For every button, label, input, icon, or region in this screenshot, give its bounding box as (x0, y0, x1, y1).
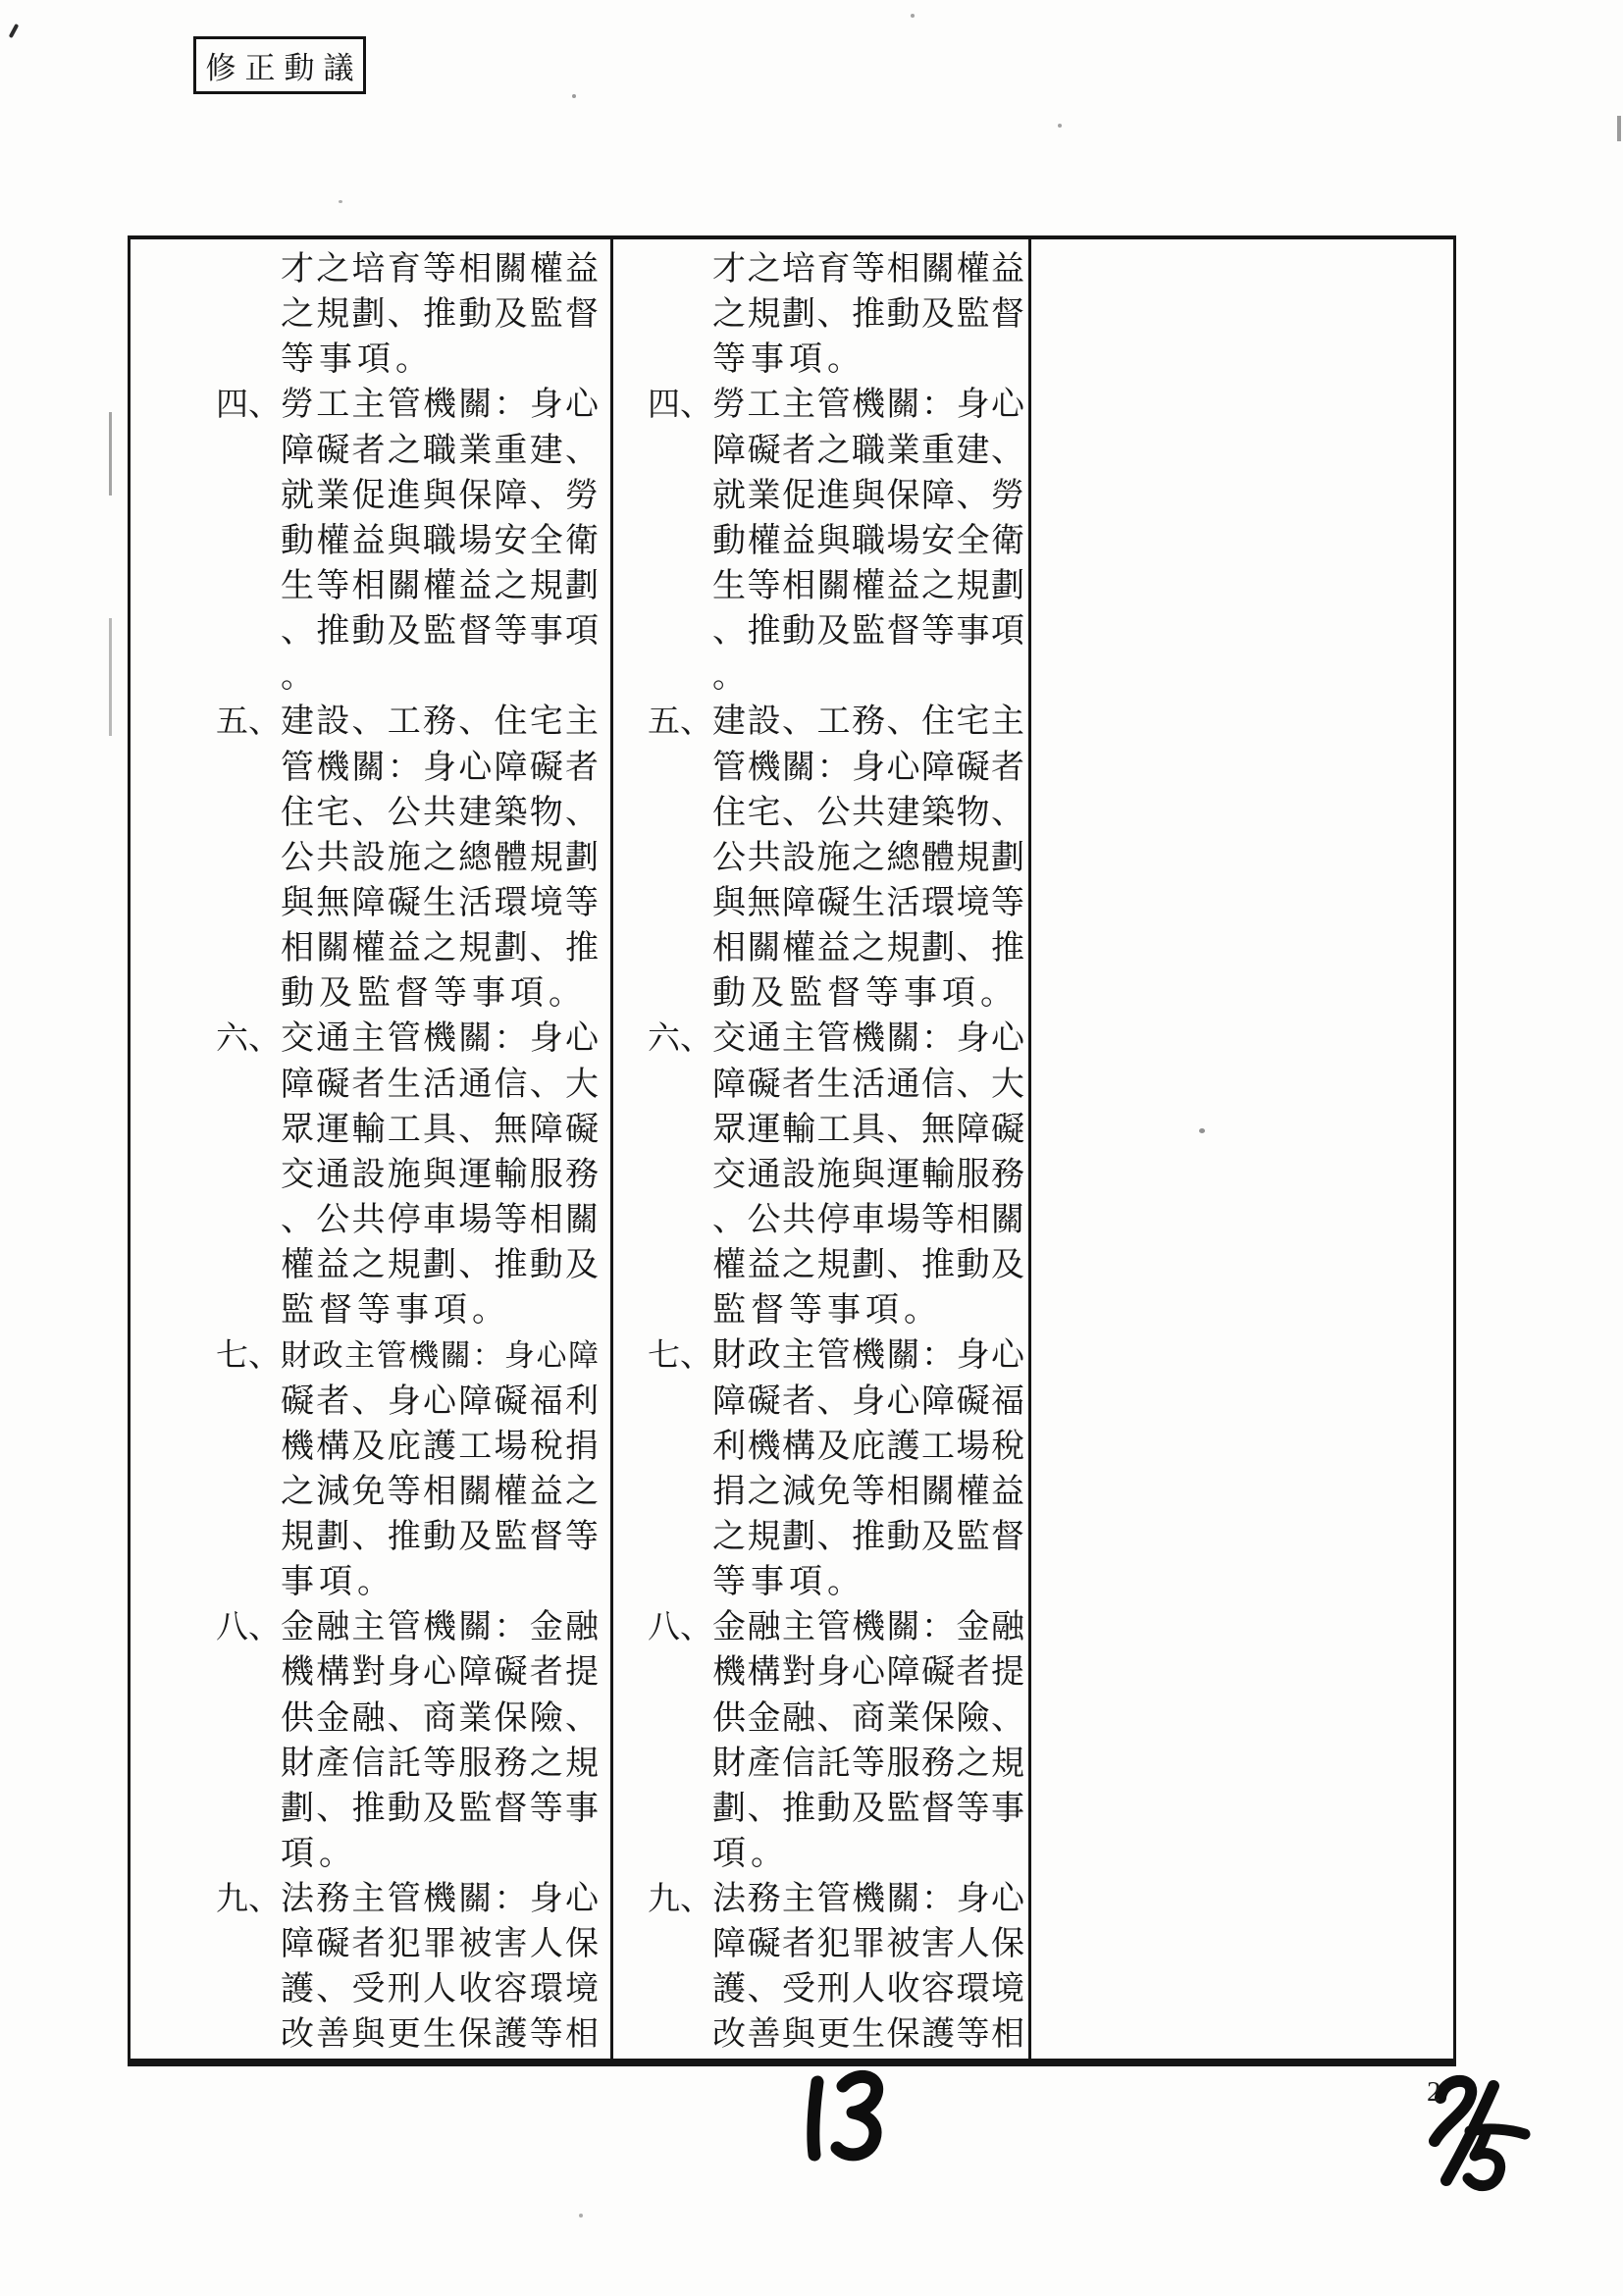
line-text: 項。 (712, 1835, 789, 1872)
text-line (648, 2012, 1028, 2058)
line-text: 、公共停車場等相關 (281, 1201, 599, 1238)
scan-speckle (572, 94, 576, 98)
text-line (648, 881, 1028, 926)
handwritten-13-strokes (780, 2062, 927, 2180)
stamp-label: 修正動議 (205, 51, 363, 85)
text-line (648, 1288, 1028, 1333)
text-line (648, 1243, 1028, 1288)
line-text: 障礙者犯罪被害人保 (712, 1926, 1024, 1963)
line-text: 金融主管機關：金融 (712, 1609, 1024, 1646)
text-line (648, 791, 1028, 836)
item-number: 八、 (648, 1610, 712, 1646)
text-line (216, 2012, 610, 2058)
text-line (648, 746, 1028, 791)
line-text: 監督等事項。 (281, 1292, 510, 1330)
text-line (648, 926, 1028, 971)
text-line (648, 1017, 1028, 1062)
line-text: 捐之減免等相關權益 (712, 1473, 1024, 1510)
text-line (648, 1560, 1028, 1605)
text-line (216, 1333, 610, 1379)
text-line (648, 1696, 1028, 1742)
text-line (648, 1605, 1028, 1650)
text-line (216, 247, 610, 292)
text-line (216, 926, 610, 971)
column-left-text (131, 239, 610, 2059)
handwritten-sheet-fraction (1395, 2059, 1557, 2201)
text-line (216, 1470, 610, 1515)
line-text: 機構對身心障礙者提 (281, 1654, 599, 1692)
scan-speckle (579, 2214, 583, 2218)
line-text: 與無障礙生活環境等 (281, 884, 599, 921)
line-text: 利機構及庇護工場稅 (712, 1428, 1024, 1465)
item-number: 四、 (216, 388, 281, 424)
table-column-left (131, 239, 613, 2059)
table-column-middle (613, 239, 1031, 2059)
text-line (216, 746, 610, 791)
text-line (648, 247, 1028, 292)
column-middle-text (613, 239, 1028, 2059)
text-line (216, 791, 610, 836)
text-line (648, 654, 1028, 700)
item-number: 八、 (216, 1610, 281, 1646)
text-line (648, 1742, 1028, 1787)
line-text: 動及監督等事項。 (281, 975, 587, 1013)
line-text: 公共設施之總體規劃 (281, 839, 599, 876)
text-line (216, 1288, 610, 1333)
line-text: 權益之規劃、推動及 (712, 1247, 1024, 1284)
line-text: 交通設施與運輸服務 (712, 1156, 1024, 1193)
text-line (648, 609, 1028, 654)
line-text: 障礙者生活通信、大 (281, 1066, 599, 1103)
text-line (216, 1063, 610, 1108)
amendment-motion-stamp (193, 36, 366, 94)
line-text: 生等相關權益之規劃 (712, 567, 1024, 604)
item-number: 六、 (216, 1021, 281, 1058)
text-line (216, 1108, 610, 1153)
line-text: 、推動及監督等事項 (712, 613, 1024, 651)
text-line (648, 429, 1028, 474)
text-line (648, 474, 1028, 519)
line-text: 財產信託等服務之規 (712, 1745, 1024, 1782)
scan-speckle (911, 14, 915, 18)
text-line (216, 1742, 610, 1787)
line-text: 生等相關權益之規劃 (281, 567, 599, 604)
column-right-text (1031, 239, 1453, 247)
item-number: 七、 (648, 1338, 712, 1375)
line-text: 建設、工務、住宅主 (281, 704, 599, 741)
line-text: 財產信託等服務之規 (281, 1745, 599, 1782)
text-line (648, 700, 1028, 745)
line-text: 法務主管機關：身心 (712, 1881, 1024, 1918)
line-text: 勞工主管機關：身心 (712, 387, 1024, 424)
line-text: 動權益與職場安全衛 (712, 522, 1024, 559)
text-line (216, 1017, 610, 1062)
line-text: 管機關：身心障礙者 (712, 749, 1024, 786)
line-text: 住宅、公共建築物、 (712, 794, 1024, 831)
text-line (648, 1515, 1028, 1560)
line-text: 與無障礙生活環境等 (712, 884, 1024, 921)
line-text: 財政主管機關：身心障 (281, 1338, 599, 1374)
text-line (648, 1063, 1028, 1108)
item-number: 五、 (648, 704, 712, 741)
line-text: 改善與更生保護等相 (712, 2016, 1024, 2054)
text-line (216, 1832, 610, 1877)
text-line (216, 881, 610, 926)
line-text: 才之培育等相關權益 (281, 251, 599, 287)
text-line (648, 1967, 1028, 2012)
line-text: 等事項。 (712, 341, 865, 379)
text-line (648, 836, 1028, 881)
line-text: 相關權益之規劃、推 (281, 930, 599, 967)
text-line (648, 1787, 1028, 1832)
line-text: 礙者、身心障礙福利 (281, 1383, 599, 1420)
line-text: 。 (281, 658, 319, 696)
line-text: 權益之規劃、推動及 (281, 1247, 599, 1284)
text-line (216, 1967, 610, 2012)
stray-pen-mark (9, 24, 20, 38)
text-line (216, 609, 610, 654)
text-line (216, 1787, 610, 1832)
text-line (648, 292, 1028, 338)
line-text: 相關權益之規劃、推 (712, 930, 1024, 967)
text-line (216, 1696, 610, 1742)
line-text: 就業促進與保障、勞 (712, 477, 1024, 514)
line-text: 機構及庇護工場稅捐 (281, 1428, 599, 1465)
text-line (216, 519, 610, 564)
printed-corner-page-number: 2 (1427, 2076, 1441, 2108)
handwritten-page-number (780, 2062, 927, 2180)
text-line (648, 1333, 1028, 1379)
line-text: 改善與更生保護等相 (281, 2016, 599, 2054)
item-number: 五、 (216, 704, 281, 741)
line-text: 交通設施與運輸服務 (281, 1156, 599, 1193)
line-text: 財政主管機關：身心 (712, 1337, 1024, 1375)
text-line (648, 1198, 1028, 1243)
line-text: 劃、推動及監督等事 (712, 1790, 1024, 1827)
text-line (648, 1153, 1028, 1198)
item-number: 九、 (216, 1882, 281, 1918)
text-line (648, 383, 1028, 428)
line-text: 動權益與職場安全衛 (281, 522, 599, 559)
line-text: 障礙者犯罪被害人保 (281, 1926, 599, 1963)
line-text: 障礙者、身心障礙福 (712, 1383, 1024, 1420)
scan-speckle (1199, 1128, 1205, 1133)
line-text: 、推動及監督等事項 (281, 613, 599, 651)
text-line (648, 1470, 1028, 1515)
text-line (216, 1650, 610, 1696)
line-text: 之規劃、推動及監督 (712, 1518, 1024, 1555)
text-line (216, 971, 610, 1017)
text-line (216, 700, 610, 745)
text-line (216, 1198, 610, 1243)
text-line (216, 1425, 610, 1470)
line-text: 之規劃、推動及監督 (281, 296, 599, 334)
line-text: 規劃、推動及監督等 (281, 1518, 599, 1555)
text-line (216, 1153, 610, 1198)
text-line (216, 1922, 610, 1967)
item-number: 六、 (648, 1021, 712, 1058)
text-line (648, 338, 1028, 383)
text-line (648, 1922, 1028, 1967)
text-line (648, 1108, 1028, 1153)
text-line (216, 564, 610, 609)
line-text: 之規劃、推動及監督 (712, 296, 1024, 334)
line-text: 眾運輸工具、無障礙 (281, 1111, 599, 1148)
text-line (216, 338, 610, 383)
line-text: 障礙者之職業重建、 (712, 432, 1024, 469)
text-line (648, 1650, 1028, 1696)
text-line (648, 519, 1028, 564)
line-text: 交通主管機關：身心 (281, 1020, 599, 1058)
text-line (648, 971, 1028, 1017)
item-number: 七、 (216, 1338, 281, 1375)
line-text: 才之培育等相關權益 (712, 251, 1024, 287)
line-text: 機構對身心障礙者提 (712, 1654, 1024, 1692)
text-line (648, 1425, 1028, 1470)
line-text: 動及監督等事項。 (712, 975, 1019, 1013)
line-text: 事項。 (281, 1564, 395, 1601)
scan-speckle (901, 1366, 905, 1370)
line-text: 交通主管機關：身心 (712, 1020, 1024, 1058)
comparison-table (128, 235, 1456, 2066)
text-line (216, 836, 610, 881)
line-text: 供金融、商業保險、 (281, 1699, 599, 1737)
text-line (216, 474, 610, 519)
text-line (216, 1560, 610, 1605)
text-line (216, 1877, 610, 1922)
text-line (216, 1380, 610, 1425)
line-text: 供金融、商業保險、 (712, 1699, 1024, 1737)
handwritten-2-5-strokes (1395, 2059, 1557, 2201)
line-text: 勞工主管機關：身心 (281, 387, 599, 424)
text-line (648, 1380, 1028, 1425)
text-line (648, 1832, 1028, 1877)
text-line (216, 654, 610, 700)
line-text: 護、受刑人收容環境 (281, 1971, 599, 2009)
line-text: 等事項。 (712, 1564, 865, 1601)
line-text: 監督等事項。 (712, 1292, 942, 1330)
line-text: 眾運輸工具、無障礙 (712, 1111, 1024, 1148)
line-text: 、公共停車場等相關 (712, 1201, 1024, 1238)
line-text: 劃、推動及監督等事 (281, 1790, 599, 1827)
text-line (648, 1877, 1028, 1922)
line-text: 障礙者之職業重建、 (281, 432, 599, 469)
text-line (216, 383, 610, 428)
text-line (216, 292, 610, 338)
text-line (216, 429, 610, 474)
line-text: 等事項。 (281, 341, 434, 379)
text-line (216, 1605, 610, 1650)
line-text: 護、受刑人收容環境 (712, 1971, 1024, 2009)
scan-smudge (109, 618, 112, 736)
line-text: 障礙者生活通信、大 (712, 1066, 1024, 1103)
line-text: 住宅、公共建築物、 (281, 794, 599, 831)
text-line (648, 564, 1028, 609)
item-number: 四、 (648, 388, 712, 424)
line-text: 之減免等相關權益之 (281, 1473, 599, 1510)
table-column-right-empty (1031, 239, 1453, 2059)
line-text: 。 (712, 658, 751, 696)
scan-smudge (109, 412, 112, 496)
line-text: 管機關：身心障礙者 (281, 749, 599, 786)
scan-speckle (339, 200, 342, 203)
line-text: 就業促進與保障、勞 (281, 477, 599, 514)
text-line (216, 1515, 610, 1560)
scan-smudge (1617, 116, 1621, 141)
line-text: 公共設施之總體規劃 (712, 839, 1024, 876)
line-text: 金融主管機關：金融 (281, 1609, 599, 1646)
line-text: 建設、工務、住宅主 (712, 704, 1024, 741)
line-text: 項。 (281, 1835, 357, 1872)
text-line (216, 1243, 610, 1288)
scan-speckle (1058, 124, 1062, 128)
item-number: 九、 (648, 1882, 712, 1918)
line-text: 法務主管機關：身心 (281, 1881, 599, 1918)
